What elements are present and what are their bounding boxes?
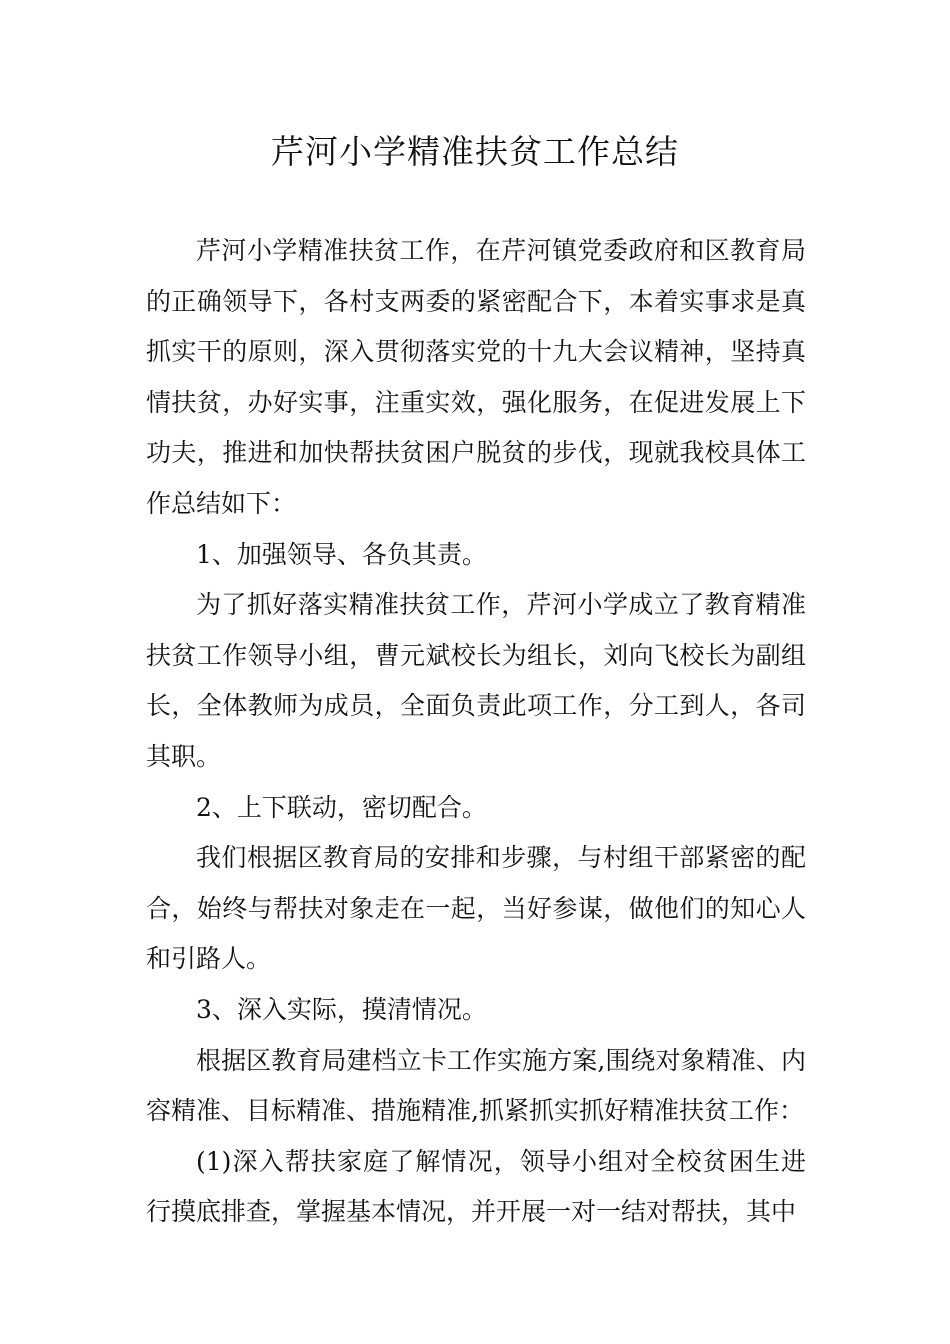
section-heading-3: 3、深入实际，摸清情况。 (196, 994, 487, 1024)
section-heading-1: 1、加强领导、各负其责。 (196, 539, 487, 569)
document-body (146, 226, 806, 1238)
document-title: 芹河小学精准扶贫工作总结 (271, 132, 679, 171)
paragraph-section-2: 我们根据区教育局的安排和步骤，与村组干部紧密的配合，始终与帮扶对象走在一起，当好参谋，做他们的知心人和引路人。 (146, 843, 806, 974)
paragraph-section-3-item-1: (1)深入帮扶家庭了解情况，领导小组对全校贫困生进行摸底排查，掌握基本情况，并开展一对一结对帮扶，其中 (146, 1146, 806, 1227)
paragraph-section-1: 为了抓好落实精准扶贫工作，芹河小学成立了教育精准扶贫工作领导小组，曹元斌校长为组长，刘向飞校长为副组长，全体教师为成员，全面负责此项工作，分工到人，各司其职。 (146, 590, 806, 771)
section-heading-2: 2、上下联动，密切配合。 (196, 792, 487, 822)
paragraph-intro: 芹河小学精准扶贫工作，在芹河镇党委政府和区教育局的正确领导下，各村支两委的紧密配合下，本着实事求是真抓实干的原则，深入贯彻落实党的十九大会议精神，坚持真情扶贫，办好实事，注重实效，强化服务，在促进发展上下功夫，推进和加快帮扶贫困户脱贫的步伐，现就我校具体工作总结如下： (146, 236, 806, 518)
paragraph-section-3: 根据区教育局建档立卡工作实施方案,围绕对象精准、内容精准、目标精准、措施精准,抓紧抓实抓好精准扶贫工作： (146, 1045, 806, 1126)
